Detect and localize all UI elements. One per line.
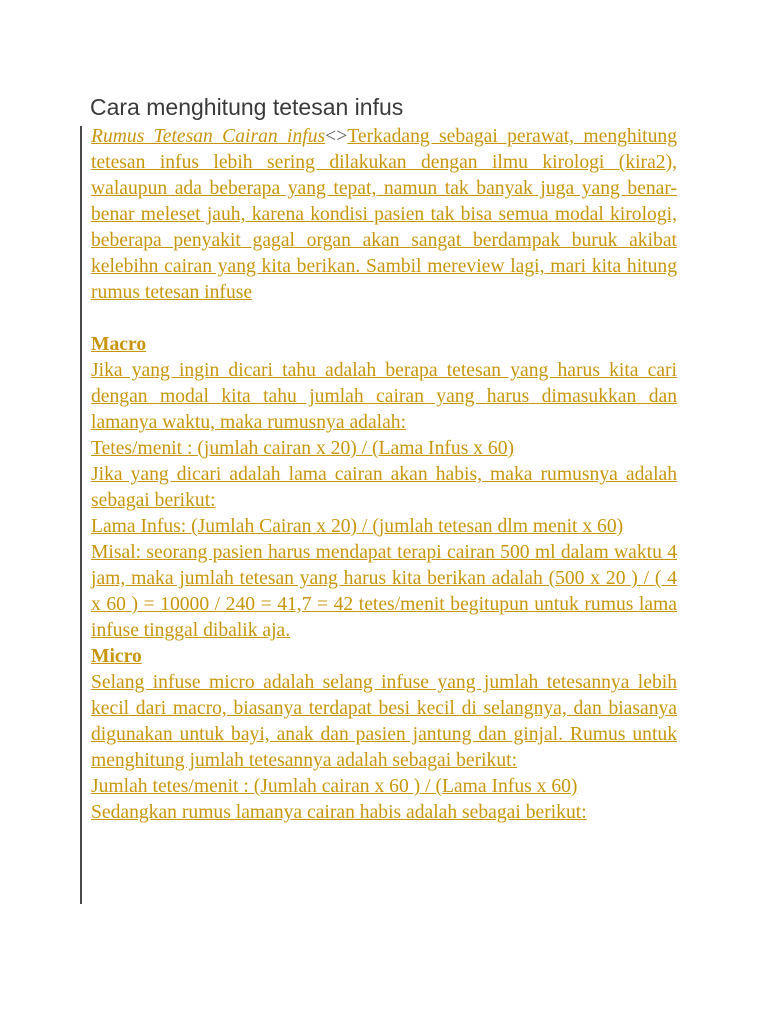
macro-heading: Macro <box>91 334 147 355</box>
macro-formula-drops: Tetes/menit : (jumlah cairan x 20) / (Lama Infus x 60) <box>91 438 515 459</box>
article-body <box>91 124 677 826</box>
macro-paragraph-2: Jika yang dicari adalah lama cairan akan habis, maka rumusnya adalah sebagai berikut: <box>91 464 677 511</box>
paragraph-spacer <box>91 306 677 332</box>
micro-paragraph-2: Sedangkan rumus lamanya cairan habis adalah sebagai berikut: <box>91 802 587 823</box>
document-page <box>80 92 680 826</box>
intro-text: Terkadang sebagai perawat, menghitung tetesan infus lebih sering dilakukan dengan ilmu kirologi (kira2), walaupun ada beberapa yang tepat, namun tak banyak juga yang benar-benar meleset jauh, karena kondisi pasien tak bisa semua modal kirologi, beberapa penyakit gagal organ akan sangat berdampak buruk akibat kelebihn cairan yang kita berikan. Sambil mereview lagi, mari kita hitung rumus tetesan infuse <box>91 126 677 303</box>
macro-formula-duration: Lama Infus: (Jumlah Cairan x 20) / (jumlah tetesan dlm menit x 60) <box>91 516 624 537</box>
micro-formula-drops: Jumlah tetes/menit : (Jumlah cairan x 60 ) / (Lama Infus x 60) <box>91 776 578 797</box>
micro-heading: Micro <box>91 646 142 667</box>
macro-paragraph-1: Jika yang ingin dicari tahu adalah berapa tetesan yang harus kita cari dengan modal kita tahu jumlah cairan yang harus dimasukkan dan lamanya waktu, maka rumusnya adalah: <box>91 360 677 433</box>
intro-paragraph <box>91 124 677 306</box>
macro-example: Misal: seorang pasien harus mendapat terapi cairan 500 ml dalam waktu 4 jam, maka jumlah tetesan yang harus kita berikan adalah (500 x 20 ) / ( 4 x 60 ) = 10000 / 240 = 41,7 = 42 tetes/menit begitupun untuk rumus lama infuse tinggal dibalik aja. <box>91 542 677 641</box>
page-title: Cara menghitung tetesan infus <box>90 94 404 120</box>
intro-symbol: <> <box>325 126 348 147</box>
micro-paragraph-1: Selang infuse micro adalah selang infuse yang jumlah tetesannya lebih kecil dari macro, biasanya terdapat besi kecil di selangnya, dan biasanya digunakan untuk bayi, anak dan pasien jantung dan ginjal. Rumus untuk menghitung jumlah tetesannya adalah sebagai berikut: <box>91 672 677 771</box>
intro-lead-link[interactable]: Rumus Tetesan Cairan infus <box>91 126 326 147</box>
